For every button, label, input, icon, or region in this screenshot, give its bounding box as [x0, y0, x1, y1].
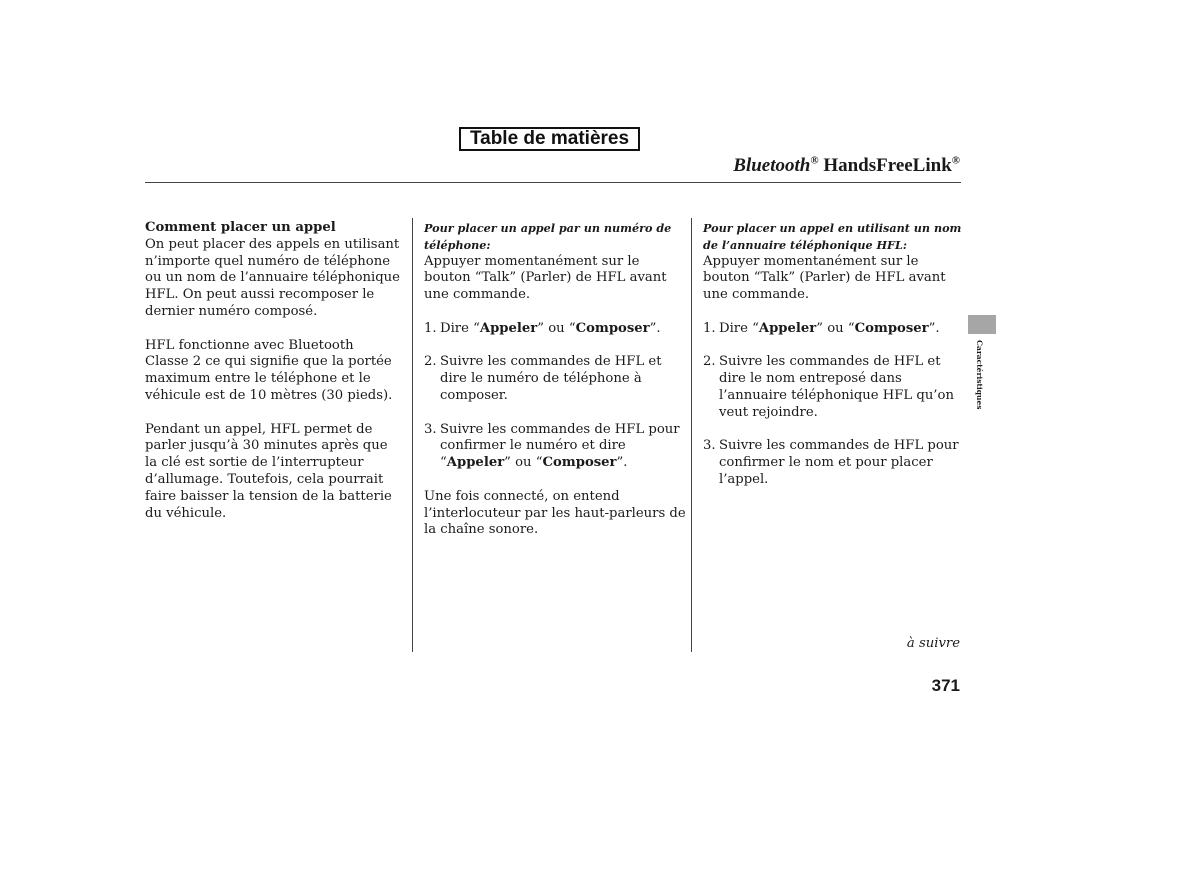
step-number: 3.	[703, 438, 716, 454]
header-rule	[145, 182, 961, 183]
list-item: 3. Suivre les commandes de HFL pour confirmer le numéro et dire “Appeler” ou “Composer”.	[424, 421, 680, 471]
voice-command: Appeler	[479, 320, 538, 336]
voice-command: Appeler	[758, 320, 817, 336]
paragraph: Pendant un appel, HFL permet de parler jusqu’à 30 minutes après que la clé est sortie de l’interrupteur d’allumage. Toutefois, cela pourrait faire baisser la tension de la batterie du véhicule.	[145, 421, 392, 521]
column-divider	[412, 218, 413, 652]
step-number: 2.	[424, 354, 437, 370]
paragraph: Une fois connecté, on entend l’interlocuteur par les haut-parleurs de la chaîne sonore.	[424, 488, 686, 538]
voice-command: Composer	[575, 320, 650, 336]
column-2	[424, 220, 686, 539]
page-number: 371	[931, 676, 960, 695]
voice-command: Composer	[542, 455, 617, 471]
page-header	[733, 155, 960, 177]
list-item: 3. Suivre les commandes de HFL pour confirmer le nom et pour placer l’appel.	[703, 438, 959, 487]
steps-list	[703, 321, 965, 489]
section-tab-label: Caractéristiques	[975, 340, 984, 410]
header-title-rest: HandsFreeLink	[818, 155, 952, 176]
subheading: Pour placer un appel en utilisant un nom de l’annuaire téléphonique HFL:	[703, 221, 962, 252]
section-tab	[968, 315, 996, 334]
header-registered-mark-2: ®	[951, 154, 960, 167]
step-number: 1.	[703, 320, 716, 336]
paragraph: Appuyer momentanément sur le bouton “Talk” (Parler) de HFL avant une commande.	[424, 253, 667, 303]
table-of-contents-button[interactable]: Table de matières	[459, 127, 640, 151]
step-number: 3.	[424, 421, 437, 437]
section-heading: Comment placer un appel	[145, 220, 336, 235]
header-title-italic: Bluetooth	[733, 155, 811, 176]
paragraph: On peut placer des appels en utilisant n’importe quel numéro de téléphone ou un nom de l’annuaire téléphonique HFL. On peut aussi recomposer le dernier numéro composé.	[145, 236, 400, 319]
column-1	[145, 220, 400, 522]
list-item: 2. Suivre les commandes de HFL et dire le nom entreposé dans l’annuaire téléphonique HFL qu’on veut rejoindre.	[703, 354, 954, 420]
paragraph: Appuyer momentanément sur le bouton “Talk” (Parler) de HFL avant une commande.	[703, 253, 946, 303]
column-divider	[691, 218, 692, 652]
steps-list	[424, 321, 686, 472]
header-registered-mark: ®	[810, 154, 819, 167]
list-item: 2. Suivre les commandes de HFL et dire le numéro de téléphone à composer.	[424, 354, 662, 403]
column-3	[703, 220, 965, 489]
list-item: 1. Dire “Appeler” ou “Composer”.	[424, 320, 661, 336]
paragraph: HFL fonctionne avec Bluetooth Classe 2 ce qui signifie que la portée maximum entre le téléphone et le véhicule est de 10 mètres (30 pieds).	[145, 337, 393, 403]
voice-command: Composer	[854, 320, 929, 336]
step-number: 1.	[424, 320, 437, 336]
continued-note: à suivre	[906, 636, 960, 651]
subheading: Pour placer un appel par un numéro de téléphone:	[424, 221, 672, 252]
step-number: 2.	[703, 354, 716, 370]
list-item: 1. Dire “Appeler” ou “Composer”.	[703, 320, 940, 336]
voice-command: Appeler	[446, 455, 505, 471]
